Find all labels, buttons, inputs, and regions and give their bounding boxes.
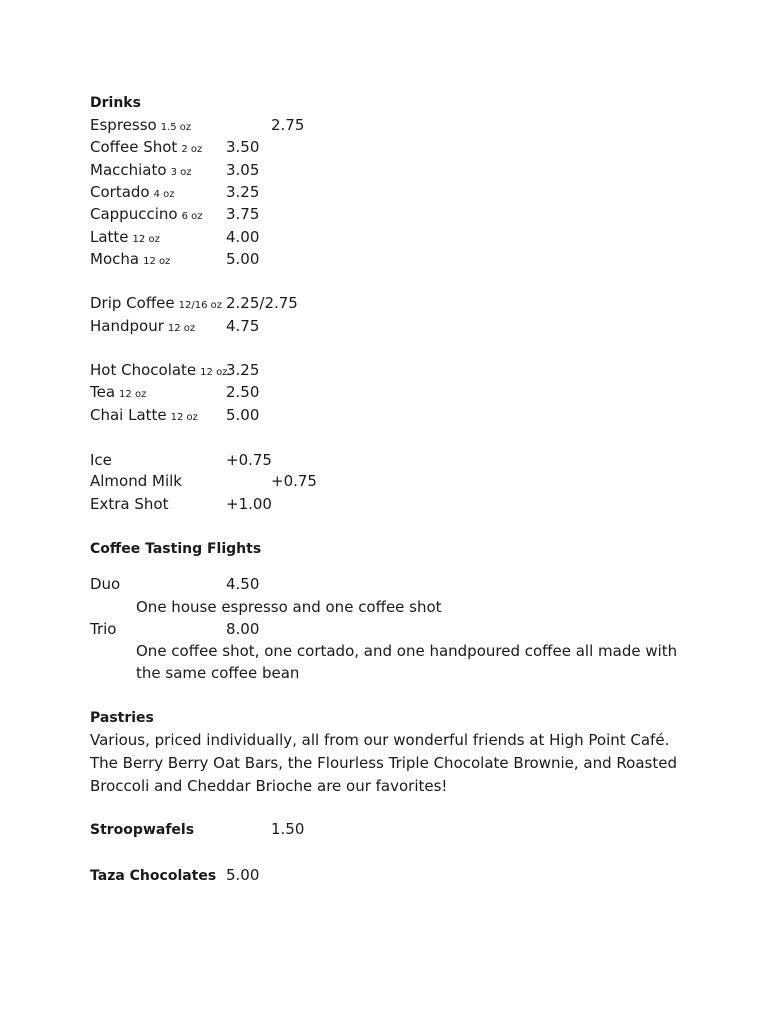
item-price: 3.05 — [226, 161, 260, 179]
item-price: 2.75 — [271, 116, 305, 134]
menu-item-almond-milk — [90, 470, 317, 492]
item-name: Stroopwafels — [90, 822, 195, 838]
pastries-heading: Pastries — [90, 710, 154, 726]
item-name: Chai Latte — [90, 406, 167, 424]
menu-item-macchiato — [90, 159, 260, 181]
item-price: 8.00 — [226, 620, 260, 638]
item-name: Tea — [90, 383, 116, 401]
menu-item-drip-coffee — [90, 292, 298, 314]
menu-item-taza-chocolates — [90, 864, 260, 886]
item-price: 3.75 — [226, 205, 260, 223]
menu-item-chai-latte — [90, 404, 260, 426]
item-size: 6 oz — [181, 211, 203, 222]
menu-item-tea — [90, 381, 260, 403]
menu-item-extra-shot — [90, 493, 272, 515]
pastries-description-line1: Various, priced individually, all from our wonderful friends at High Point Café. — [90, 731, 670, 749]
pastries-description-line2: The Berry Berry Oat Bars, the Flourless Triple Chocolate Brownie, and Roasted — [90, 754, 677, 772]
item-name: Trio — [90, 620, 117, 638]
item-name: Mocha — [90, 250, 140, 268]
item-name: Taza Chocolates — [90, 868, 217, 884]
item-size: 2 oz — [181, 144, 203, 155]
flights-heading: Coffee Tasting Flights — [90, 541, 262, 557]
item-name: Cortado — [90, 183, 150, 201]
item-name: Almond Milk — [90, 472, 182, 490]
item-price: 3.50 — [226, 138, 260, 156]
item-price: 5.00 — [226, 866, 260, 884]
menu-item-latte — [90, 226, 260, 248]
flight-duo-description: One house espresso and one coffee shot — [136, 598, 442, 616]
menu-item-cortado — [90, 181, 260, 203]
item-name: Extra Shot — [90, 495, 169, 513]
item-size: 12 oz — [119, 389, 147, 400]
item-size: 1.5 oz — [160, 122, 192, 133]
menu-item-handpour — [90, 315, 260, 337]
item-size: 4 oz — [153, 189, 175, 200]
item-name: Drip Coffee — [90, 294, 175, 312]
item-name: Macchiato — [90, 161, 167, 179]
drinks-heading: Drinks — [90, 95, 141, 111]
item-price: 4.75 — [226, 317, 260, 335]
item-price: 4.00 — [226, 228, 260, 246]
menu-item-coffee-shot — [90, 136, 260, 158]
item-name: Duo — [90, 575, 121, 593]
item-price: 1.50 — [271, 820, 305, 838]
menu-item-stroopwafels — [90, 818, 305, 840]
flight-trio-description-line2: the same coffee bean — [136, 664, 300, 682]
item-name: Hot Chocolate — [90, 361, 197, 379]
item-name: Coffee Shot — [90, 138, 178, 156]
item-price: 4.50 — [226, 575, 260, 593]
item-size: 12 oz — [143, 256, 171, 267]
item-name: Latte — [90, 228, 129, 246]
item-price: 2.25/2.75 — [226, 294, 298, 312]
item-size: 12/16 oz — [178, 300, 222, 311]
item-price: 2.50 — [226, 383, 260, 401]
menu-item-ice — [90, 449, 272, 471]
pastries-description-line3: Broccoli and Cheddar Brioche are our favorites! — [90, 777, 448, 795]
menu-item-hot-chocolate — [90, 359, 260, 381]
item-price: +0.75 — [226, 451, 272, 469]
flight-trio — [90, 618, 260, 640]
item-size: 12 oz — [170, 412, 198, 423]
item-price: +0.75 — [271, 472, 317, 490]
flight-trio-description-line1: One coffee shot, one cortado, and one handpoured coffee all made with — [136, 642, 678, 660]
item-size: 12 oz — [132, 234, 160, 245]
menu-item-espresso — [90, 114, 305, 136]
item-name: Handpour — [90, 317, 164, 335]
item-price: 3.25 — [226, 183, 260, 201]
flight-duo — [90, 573, 260, 595]
item-size: 3 oz — [170, 167, 192, 178]
item-price: +1.00 — [226, 495, 272, 513]
menu-item-mocha — [90, 248, 260, 270]
menu-item-cappuccino — [90, 203, 260, 225]
item-name: Cappuccino — [90, 205, 178, 223]
item-size: 12 oz — [167, 323, 196, 334]
item-size: 12 oz — [200, 367, 228, 378]
item-price: 3.25 — [226, 361, 260, 379]
item-price: 5.00 — [226, 406, 260, 424]
item-name: Ice — [90, 451, 112, 469]
item-price: 5.00 — [226, 250, 260, 268]
item-name: Espresso — [90, 116, 157, 134]
